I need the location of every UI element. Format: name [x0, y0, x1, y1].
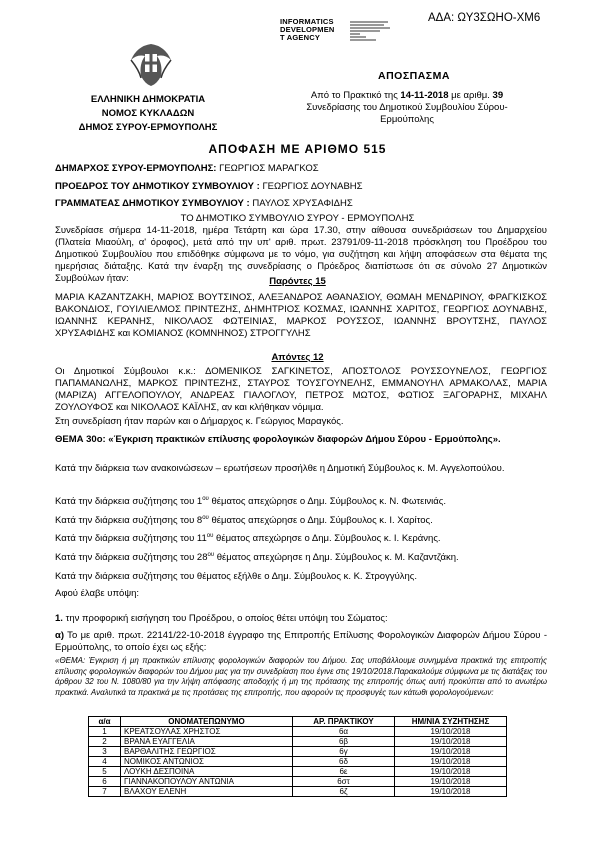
table-header-row [89, 717, 507, 727]
present-heading: Παρόντες 15 [269, 276, 326, 287]
table-cell: 19/10/2018 [395, 767, 507, 777]
table-cell: ΒΡΑΝΑ ΕΥΑΓΓΕΛΙΑ [121, 737, 293, 747]
council-heading: ΤΟ ΔΗΜΟΤΙΚΟ ΣΥΜΒΟΥΛΙΟ ΣΥΡΟΥ - ΕΡΜΟΥΠΟΛΗΣ [180, 213, 415, 224]
table-cell: ΒΑΡΘΑΛΙΤΗΣ ΓΕΩΡΓΙΟΣ [121, 747, 293, 757]
discussion-line: Κατά την διάρκεια συζήτησης του $11^{o\upsilon}$ θέματος απεχώρησε ο Δημ. Σύμβουλος κ. Ι. Κεράνης. [55, 533, 441, 545]
table-cell: ΓΙΑΝΝΑΚΟΠΟΥΛΟΥ ΑΝΤΩΝΙΑ [121, 777, 293, 787]
announcement-line: Κατά την διάρκεια των ανακοινώσεων – ερωτήσεων προσήλθε η Δημοτική Σύμβουλος κ. Μ. Αγγελοπούλου. [55, 463, 505, 474]
table-row [89, 787, 507, 797]
mayor-present-line: Στη συνεδρίαση ήταν παρών και ο Δήμαρχος κ. Γεώργιος Μαραγκός. [55, 416, 344, 427]
decision-title: ΑΠΟΦΑΣΗ ΜΕ ΑΡΙΘΜΟ 515 [208, 142, 387, 156]
point-1: 1. την προφορική εισήγηση του Προέδρου, ο οποίος θέτει υπόψη του Σώματος: [55, 613, 388, 624]
mayor-line: ΔΗΜΑΡΧΟΣ ΣΥΡΟΥ-ΕΡΜΟΥΠΟΛΗΣ: ΓΕΩΡΓΙΟΣ ΜΑΡΑΓΚΟΣ [55, 163, 319, 174]
table-cell: 6δ [293, 757, 395, 767]
intro-paragraph: Συνεδρίασε σήμερα 14-11-2018, ημέρα Τετάρτη και ώρα 17.30, στην αίθουσα συνεδριάσεων του Δημαρχείου (Πλατεία Μιαούλη, α' όροφος), μετά από την υπ' αριθ. πρωτ. 23791/09-11-2018 πρόσκληση του Προέδρου του Δημοτικού Συμβουλίου που επιδόθηκε σύμφωνα με το νόμο, για συζήτηση και λήψη αποφάσεων στα θέματα της ημερήσιας διάταξης. Κατά την έναρξη της συνεδρίασης ο Πρόεδρος διαπίστωσε ότι σε σύνολο 27 Δημοτικών Συμβούλων ήταν: [55, 225, 547, 284]
minutes-number: 39 [492, 90, 504, 101]
table-row [89, 777, 507, 787]
informatics-agency-logo: INFORMATICS DEVELOPMEN T AGENCY [280, 17, 335, 42]
table-cell: 6ζ [293, 787, 395, 797]
table-cell: 19/10/2018 [395, 737, 507, 747]
prefecture-label: ΝΟΜΟΣ ΚΥΚΛΑΔΩΝ [101, 108, 195, 119]
minutes-date: 14-11-2018 [400, 90, 449, 101]
secretary-line: ΓΡΑΜΜΑΤΕΑΣ ΔΗΜΟΤΙΚΟΥ ΣΥΜΒΟΥΛΙΟΥ : ΠΑΥΛΟΣ ΧΡΥΣΑΦΙΔΗΣ [55, 198, 353, 209]
table-cell: 3 [89, 747, 121, 757]
table-body [89, 727, 507, 797]
ada-code: ΑΔΑ: ΩΥ3ΣΩΗΟ-ΧΜ6 [428, 12, 541, 24]
point-a: α) Το με αριθ. πρωτ. 22141/22-10-2018 έγγραφο της Επιτροπής Επίλυσης Φορολογικών Διαφορών Δήμου Σύρου - Ερμούπολης, το οποίο έχει ως εξής: [55, 630, 547, 653]
greek-emblem-icon [127, 40, 175, 88]
column-header: ΑΡ. ΠΡΑΚΤΙΚΟΥ [293, 717, 395, 727]
table-cell: 6στ [293, 777, 395, 787]
absent-heading: Απόντες 12 [271, 352, 324, 363]
table-cell: ΚΡΕΑΤΣΟΥΛΑΣ ΧΡΗΣΤΟΣ [121, 727, 293, 737]
table-cell: ΒΛΑΧΟΥ ΕΛΕΝΗ [121, 787, 293, 797]
table-cell: 19/10/2018 [395, 757, 507, 767]
table-row [89, 747, 507, 757]
taxpayers-table [88, 716, 507, 797]
municipality-label: ΔΗΜΟΣ ΣΥΡΟΥ-ΕΡΜΟΥΠΟΛΗΣ [78, 122, 218, 133]
republic-label: ΕΛΛΗΝΙΚΗ ΔΗΜΟΚΡΑΤΙΑ [90, 94, 206, 105]
extract-reference: Από το Πρακτικό της 14-11-2018 με αριθμ. 39 Συνεδρίασης του Δημοτικού Συμβουλίου Σύρου- Ερμούπολης [306, 90, 508, 125]
quoted-letter: «ΘΕΜΑ: Έγκριση ή μη πρακτικών επίλυσης φορολογικών διαφορών του Δήμου. Σας υποβάλλουμε συνημμένα πρακτικά της επιτροπής επίλυσης φορολογικών διαφορών του Δήμου μας για την συνεδρίαση που έγινε στις 19/10/2018.Παρακαλούμε σύμφωνα με τις διατάξεις του άρθρου 32 του Ν. 1080/80 για την λήψη απόφασης αποδοχής ή μη της πρότασης της επιτροπής όπως αυτή προκύπτει από το ανωτέρω πρακτικά. Αναλυτικά τα πρακτικά με τις προτάσεις της επιτροπής, που αφορούν τις προσφυγές των κάτωθι φορολογούμενων: [55, 656, 547, 697]
column-header: ΗΜ/ΝΙΑ ΣΥΖΗΤΗΣΗΣ [395, 717, 507, 727]
column-header: α/α [89, 717, 121, 727]
subject-heading: ΘΕΜΑ 30ο: «Έγκριση πρακτικών επίλυσης φορολογικών διαφορών Δήμου Σύρου - Ερμούπολης». [55, 434, 501, 445]
table-cell: 7 [89, 787, 121, 797]
table-cell: 19/10/2018 [395, 787, 507, 797]
table-cell: ΝΟΜΙΚΟΣ ΑΝΤΩΝΙΟΣ [121, 757, 293, 767]
discussion-line: Κατά την διάρκεια συζήτησης του $8^{o\upsilon}$ θέματος απεχώρησε ο Δημ. Σύμβουλος κ. Ι. Χαρίτος. [55, 515, 433, 527]
column-header: ΟΝΟΜΑΤΕΠΩΝΥΜΟ [121, 717, 293, 727]
table-cell: 5 [89, 767, 121, 777]
table-cell: 19/10/2018 [395, 727, 507, 737]
table-cell: 19/10/2018 [395, 747, 507, 757]
table-cell: 6ε [293, 767, 395, 777]
table-row [89, 767, 507, 777]
extract-heading: ΑΠΟΣΠΑΣΜΑ [378, 70, 450, 82]
table-cell: 6γ [293, 747, 395, 757]
table-cell: 2 [89, 737, 121, 747]
table-cell: 6α [293, 727, 395, 737]
issuer-header [48, 93, 248, 135]
discussion-line: Κατά την διάρκεια συζήτησης του $1^{o\upsilon}$ θέματος απεχώρησε ο Δημ. Σύμβουλος κ. Ν. Φωτεινιάς. [55, 496, 446, 508]
table-cell: 4 [89, 757, 121, 767]
table-cell: ΛΟΥΚΗ ΔΕΣΠΟΙΝΑ [121, 767, 293, 777]
table-row [89, 757, 507, 767]
table-cell: 19/10/2018 [395, 777, 507, 787]
table-cell: 6β [293, 737, 395, 747]
discussion-line: Κατά την διάρκεια συζήτησης του $28^{o\upsilon}$ θέματος απεχώρησε η Δημ. Σύμβουλος κ. Μ. Καζαντζάκη. [55, 552, 459, 564]
table-cell: 6 [89, 777, 121, 787]
logo-fine-print [350, 20, 392, 42]
table-row [89, 737, 507, 747]
present-list: ΜΑΡΙΑ ΚΑΖΑΝΤΖΑΚΗ, ΜΑΡΙΟΣ ΒΟΥΤΣΙΝΟΣ, ΑΛΕΞΑΝΔΡΟΣ ΑΘΑΝΑΣΙΟΥ, ΘΩΜΑΗ ΜΕΝΔΡΙΝΟΥ, ΦΡΑΓΚΙΣΚΟΣ ΒΑΚΟΝΔΙΟΣ, ΓΟΥΙΛΙΕΛΜΟΣ ΠΡΙΝΤΕΖΗΣ, ΔΗΜΗΤΡΙΟΣ ΚΟΣΜΑΣ, ΙΩΑΝΝΗΣ ΧΑΡΙΤΟΣ, ΓΕΩΡΓΙΟΣ ΔΟΥΝΑΒΗΣ, ΙΩΑΝΝΗΣ ΚΕΡΑΝΗΣ, ΝΙΚΟΛΑΟΣ ΦΩΤΕΙΝΙΑΣ, ΜΑΡΚΟΣ ΡΟΥΣΣΟΣ, ΙΩΑΝΝΗΣ ΒΡΟΥΤΣΗΣ, ΠΑΥΛΟΣ ΧΡΥΣΑΦΙΔΗΣ και ΚΟΜΙΑΝΟΣ (ΚΟΜΝΗΝΟΣ) ΣΤΡΟΓΓΥΛΗΣ [55, 292, 547, 339]
president-line: ΠΡΟΕΔΡΟΣ ΤΟΥ ΔΗΜΟΤΙΚΟΥ ΣΥΜΒΟΥΛΙΟΥ : ΓΕΩΡΓΙΟΣ ΔΟΥΝΑΒΗΣ [55, 181, 363, 192]
table-row [89, 727, 507, 737]
absent-list: Οι Δημοτικοί Σύμβουλοι κ.κ.: ΔΟΜΕΝΙΚΟΣ ΣΑΓΚΙΝΕΤΟΣ, ΑΠΟΣΤΟΛΟΣ ΡΟΥΣΣΟΥΝΕΛΟΣ, ΓΕΩΡΓΙΟΣ ΠΑΠΑΜΑΝΩΛΗΣ, ΜΑΡΚΟΣ ΠΡΙΝΤΕΖΗΣ, ΣΤΑΥΡΟΣ ΤΟΥΣΓΟΥΝΕΛΗΣ, ΕΜΜΑΝΟΥΗΛ ΑΡΜΑΚΟΛΑΣ, ΜΑΡΙΑ (ΜΑΡΙΖΑ) ΑΓΓΕΛΟΠΟΥΛΟΥ, ΑΝΔΡΕΑΣ ΓΙΑΛΟΓΛΟΥ, ΠΕΤΡΟΣ ΜΩΤΟΣ, ΦΩΤΙΟΣ ΞΑΓΟΡΑΡΗΣ, ΜΙΧΑΗΛ ΖΟΥΛΟΥΦΟΣ και ΝΙΚΟΛΑΟΣ ΚΑΪΛΗΣ, αν και κλήθηκαν νόμιμα. [55, 366, 547, 413]
exit-line: Κατά την διάρκεια συζήτησης του θέματος εξήλθε ο Δημ. Σύμβουλος κ. Κ. Στρογγύλης. [55, 571, 418, 582]
table-cell: 1 [89, 727, 121, 737]
considering-line: Αφού έλαβε υπόψη: [55, 588, 140, 599]
